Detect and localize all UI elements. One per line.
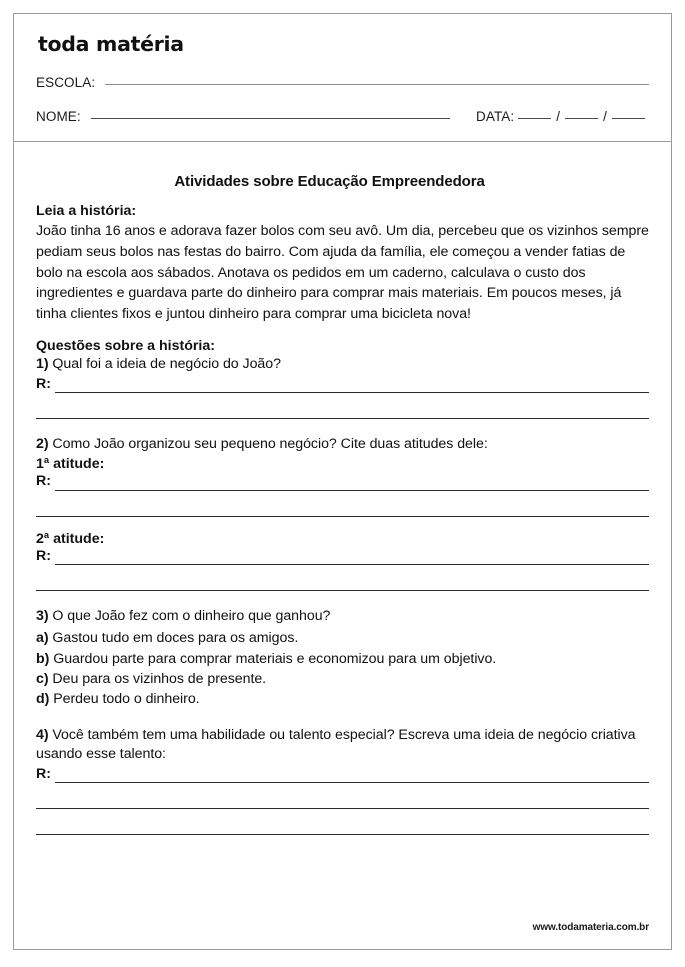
question-4-answer-line-2[interactable] — [36, 808, 649, 809]
footer-url: www.todamateria.com.br — [532, 922, 649, 933]
question-3-text: O que João fez com o dinheiro que ganhou? — [52, 607, 331, 624]
question-2-attitude-2-label: 2ª atitude: — [36, 530, 105, 547]
name-date-field-row — [36, 109, 649, 124]
answer-rule[interactable] — [55, 564, 649, 565]
answer-tag: R: — [36, 473, 51, 490]
question-3-number: 3) — [36, 607, 49, 624]
story-text: João tinha 16 anos e adorava fazer bolos com seu avô. Um dia, percebeu que os vizinhos sempre pediam seus bolos nas festas do bairro. Com ajuda da família, ele começou a vender fatias de bolo na escola aos sábados. Anotava os pedidos em um caderno, calculava o custo dos ingredientes e guardava parte do dinheiro para comprar mais materiais. Em poucos meses, já tinha clientes fixos e juntou dinheiro para comprar uma bicicleta nova! — [36, 223, 649, 323]
worksheet-header — [14, 14, 671, 142]
name-input-line[interactable] — [91, 118, 450, 119]
question-4-number: 4) — [36, 726, 49, 743]
question-2-attitude-1-label: 1ª atitude: — [36, 456, 105, 473]
worksheet-page — [13, 13, 672, 950]
question-2-attitude-1-answer-line-1[interactable] — [36, 474, 649, 490]
school-field-row — [36, 75, 649, 90]
option-d-text: Perdeu todo o dinheiro. — [53, 691, 200, 708]
answer-rule[interactable] — [55, 392, 649, 393]
question-4-answer-line-3[interactable] — [36, 834, 649, 835]
question-4-text: Você também tem uma habilidade ou talento especial? Escreva uma ideia de negócio criativa usando esse talento: — [36, 726, 636, 763]
option-b-text: Guardou parte para comprar materiais e economizou para um objetivo. — [53, 650, 497, 667]
option-a-text: Gastou tudo em doces para os amigos. — [52, 630, 299, 647]
brand-logo: toda matéria — [38, 32, 184, 56]
question-2-attitude-2-answer-line-2[interactable] — [36, 590, 649, 591]
question-3-options — [36, 628, 649, 709]
question-1 — [36, 355, 649, 375]
date-month-input[interactable] — [565, 118, 598, 119]
page-title: Atividades sobre Educação Empreendedora — [174, 173, 485, 190]
date-label: DATA: — [476, 109, 515, 124]
date-separator-1: / — [556, 109, 561, 124]
question-4-answer-line-1[interactable] — [36, 767, 649, 783]
question-3 — [36, 607, 649, 627]
school-label: ESCOLA: — [36, 75, 96, 90]
question-4 — [36, 726, 649, 765]
option-c[interactable] — [36, 669, 649, 689]
answer-tag: R: — [36, 547, 51, 564]
question-1-text: Qual foi a ideia de negócio do João? — [52, 355, 281, 372]
option-a[interactable] — [36, 628, 649, 648]
question-1-answer-line-1[interactable] — [36, 377, 649, 393]
question-2-number: 2) — [36, 435, 49, 452]
question-2-attitude-2-answer-line-1[interactable] — [36, 549, 649, 565]
option-a-letter: a) — [36, 630, 49, 647]
date-separator-2: / — [603, 109, 607, 124]
date-field-group — [476, 109, 649, 124]
answer-tag: R: — [36, 765, 51, 782]
answer-rule[interactable] — [55, 782, 649, 783]
option-c-letter: c) — [36, 670, 49, 687]
option-b[interactable] — [36, 649, 649, 669]
name-label: NOME: — [36, 109, 81, 124]
question-2-text: Como João organizou seu pequeno negócio? Cite duas atitudes dele: — [52, 435, 488, 452]
option-d[interactable] — [36, 689, 649, 709]
date-day-input[interactable] — [518, 118, 551, 119]
school-input-line[interactable] — [105, 84, 649, 85]
worksheet-body — [14, 173, 671, 835]
date-year-input[interactable] — [612, 118, 645, 119]
questions-section-label: Questões sobre a história: — [36, 337, 215, 354]
option-d-letter: d) — [36, 691, 50, 708]
option-c-text: Deu para os vizinhos de presente. — [52, 670, 267, 687]
question-1-number: 1) — [36, 355, 49, 372]
question-2-attitude-1-answer-line-2[interactable] — [36, 516, 649, 517]
answer-rule[interactable] — [55, 490, 649, 491]
option-b-letter: b) — [36, 650, 50, 667]
read-story-label: Leia a história: — [36, 203, 137, 219]
header-divider — [14, 141, 671, 142]
answer-tag: R: — [36, 375, 51, 392]
question-1-answer-line-2[interactable] — [36, 418, 649, 419]
question-2 — [36, 435, 649, 455]
